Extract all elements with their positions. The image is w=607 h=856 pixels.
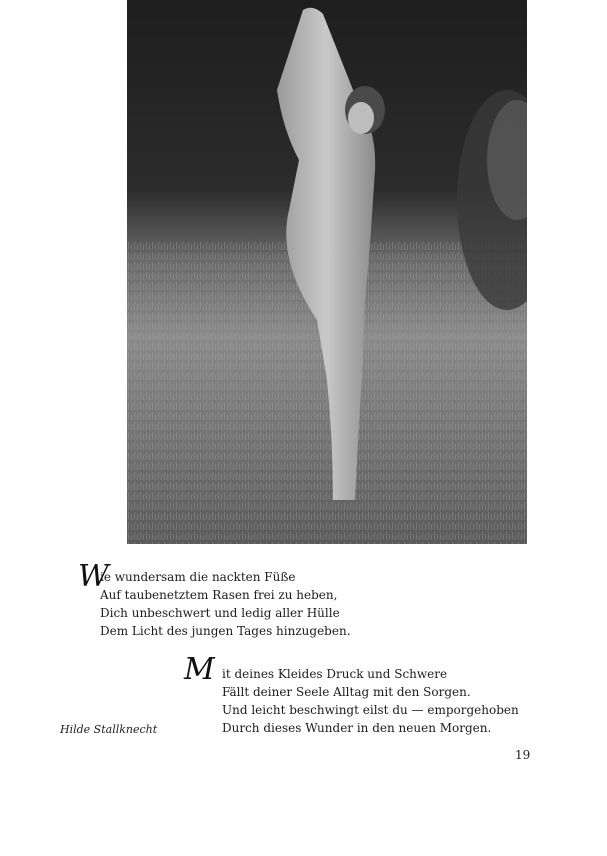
poem-line: Dem Licht des jungen Tages hinzugeben. <box>100 624 351 638</box>
poem-line: Fällt deiner Seele Alltag mit den Sorgen. <box>222 685 471 699</box>
poem-line: Durch dieses Wunder in den neuen Morgen. <box>222 721 492 735</box>
poem-line <box>78 559 351 594</box>
poem-line <box>184 652 519 687</box>
poem-line-text: it deines Kleides Druck und Schwere <box>222 667 448 681</box>
author-name: Hilde Stallknecht <box>60 723 158 736</box>
poem-stanza-2 <box>184 652 519 737</box>
poem-line: Und leicht beschwingt eilst du — emporgehoben <box>222 703 519 717</box>
poem-line: Auf taubenetztem Rasen frei zu heben, <box>100 588 338 602</box>
photograph <box>127 0 527 544</box>
drop-cap-initial: M <box>184 652 215 687</box>
meadow-photo-illustration <box>127 0 527 544</box>
page-number: 19 <box>515 748 531 762</box>
poem-line: Dich unbeschwert und ledig aller Hülle <box>100 606 340 620</box>
poem-stanza-1 <box>78 559 351 640</box>
poem-line-text: ie wundersam die nackten Füße <box>100 570 296 584</box>
drop-cap-initial: W <box>78 559 109 594</box>
